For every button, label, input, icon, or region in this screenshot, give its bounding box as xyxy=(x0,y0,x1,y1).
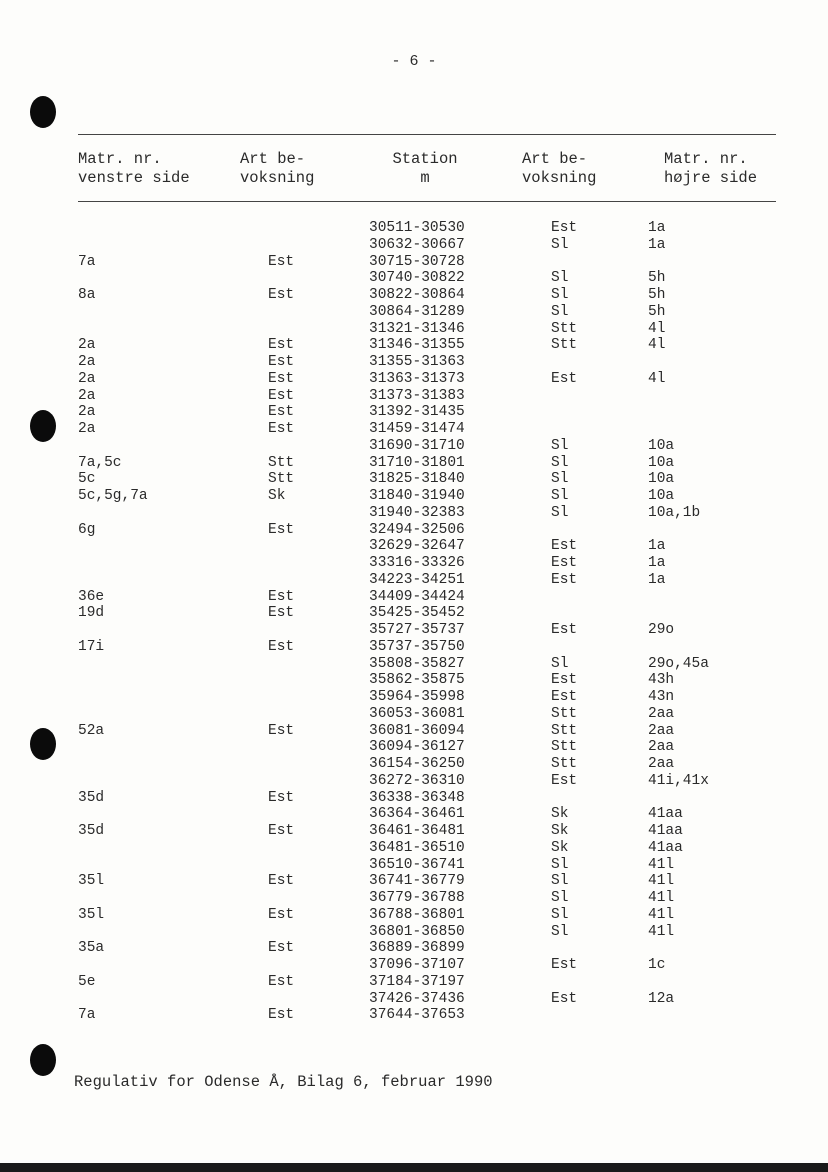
table-row xyxy=(0,1007,828,1024)
cell-matr-left: 35d xyxy=(78,789,105,806)
cell-art-right: Est xyxy=(551,220,578,236)
header-matr-right: Matr. nr. højre side xyxy=(664,150,758,187)
cell-art-right: Stt xyxy=(551,337,578,354)
cell-matr-right: 41l xyxy=(648,906,675,923)
cell-matr-right: 1a xyxy=(648,220,666,236)
cell-matr-right: 10a xyxy=(648,454,675,471)
table-row xyxy=(0,589,828,606)
cell-art-left: Est xyxy=(268,404,295,421)
cell-matr-left: 2a xyxy=(78,404,96,421)
cell-art-left: Est xyxy=(268,253,295,270)
table-row xyxy=(0,572,828,589)
cell-matr-right: 10a xyxy=(648,488,675,504)
cell-art-right: Est xyxy=(551,555,578,571)
cell-station: 31710-31801 xyxy=(369,454,465,471)
cell-matr-right: 41l xyxy=(648,923,675,940)
table-row xyxy=(0,857,828,874)
cell-matr-left: 35l xyxy=(78,906,105,923)
header-bottom-rule xyxy=(78,201,776,202)
cell-art-right: Est xyxy=(551,538,578,555)
cell-art-right: Stt xyxy=(551,722,578,739)
table-row xyxy=(0,455,828,472)
cell-art-left: Est xyxy=(268,638,295,655)
cell-matr-right: 4l xyxy=(648,370,666,387)
cell-matr-right: 41aa xyxy=(648,823,683,839)
cell-art-right: Est xyxy=(551,990,578,1007)
table-row xyxy=(0,639,828,656)
table-row xyxy=(0,739,828,756)
cell-art-right: Sk xyxy=(551,839,569,856)
cell-art-right: Sl xyxy=(551,287,569,303)
table-row xyxy=(0,706,828,723)
cell-matr-left: 35d xyxy=(78,823,105,839)
header-matr-left: Matr. nr. venstre side xyxy=(78,150,190,187)
table-row xyxy=(0,940,828,957)
cell-matr-left: 2a xyxy=(78,387,96,404)
cell-matr-right: 1c xyxy=(648,957,666,973)
cell-station: 36481-36510 xyxy=(369,839,465,856)
cell-station: 36788-36801 xyxy=(369,906,465,923)
table-row xyxy=(0,254,828,271)
cell-art-right: Est xyxy=(551,370,578,387)
cell-art-left: Est xyxy=(268,823,295,839)
cell-art-right: Sl xyxy=(551,504,569,521)
cell-station: 35808-35827 xyxy=(369,655,465,672)
table-row xyxy=(0,689,828,706)
cell-station: 31840-31940 xyxy=(369,488,465,504)
cell-matr-right: 1a xyxy=(648,538,666,555)
table-row xyxy=(0,421,828,438)
cell-matr-left: 7a xyxy=(78,253,96,270)
table-row xyxy=(0,907,828,924)
cell-matr-left: 6g xyxy=(78,521,96,538)
cell-station: 35737-35750 xyxy=(369,638,465,655)
cell-matr-right: 41i,41x xyxy=(648,772,709,789)
cell-art-right: Sl xyxy=(551,303,569,320)
cell-art-right: Sl xyxy=(551,437,569,454)
cell-art-left: Est xyxy=(268,370,295,387)
table-row xyxy=(0,555,828,572)
cell-art-right: Sl xyxy=(551,471,569,488)
scan-edge-bar xyxy=(0,1163,828,1172)
cell-matr-left: 35a xyxy=(78,940,105,957)
cell-art-left: Est xyxy=(268,337,295,354)
table-row xyxy=(0,723,828,740)
table-row xyxy=(0,321,828,338)
cell-art-left: Est xyxy=(268,1007,295,1024)
table-row xyxy=(0,672,828,689)
cell-station: 30632-30667 xyxy=(369,236,465,253)
cell-matr-left: 7a xyxy=(78,1007,96,1024)
cell-station: 31321-31346 xyxy=(369,320,465,337)
cell-matr-right: 1a xyxy=(648,555,666,571)
cell-station: 36154-36250 xyxy=(369,756,465,772)
cell-art-left: Est xyxy=(268,940,295,957)
cell-station: 35727-35737 xyxy=(369,622,465,638)
table-row xyxy=(0,505,828,522)
cell-station: 36461-36481 xyxy=(369,823,465,839)
table-row xyxy=(0,622,828,639)
cell-station: 31459-31474 xyxy=(369,421,465,437)
cell-matr-right: 2aa xyxy=(648,722,675,739)
cell-matr-right: 4l xyxy=(648,337,666,354)
cell-station: 36338-36348 xyxy=(369,789,465,806)
cell-matr-right: 2aa xyxy=(648,756,675,772)
cell-matr-right: 43n xyxy=(648,689,675,705)
cell-station: 36272-36310 xyxy=(369,772,465,789)
cell-matr-left: 2a xyxy=(78,421,96,437)
table-row xyxy=(0,823,828,840)
cell-art-left: Stt xyxy=(268,471,295,488)
cell-station: 30715-30728 xyxy=(369,253,465,270)
cell-matr-right: 41l xyxy=(648,856,675,873)
cell-matr-right: 41aa xyxy=(648,806,683,823)
cell-art-right: Sk xyxy=(551,823,569,839)
cell-matr-left: 2a xyxy=(78,354,96,370)
cell-art-left: Est xyxy=(268,873,295,890)
cell-art-right: Sl xyxy=(551,890,569,906)
table-row xyxy=(0,538,828,555)
table-row xyxy=(0,974,828,991)
cell-matr-left: 19d xyxy=(78,605,105,622)
table-row xyxy=(0,605,828,622)
cell-matr-left: 17i xyxy=(78,638,105,655)
cell-station: 36801-36850 xyxy=(369,923,465,940)
table-row xyxy=(0,873,828,890)
table-row xyxy=(0,371,828,388)
cell-art-right: Sl xyxy=(551,488,569,504)
cell-art-left: Est xyxy=(268,387,295,404)
footer-text: Regulativ for Odense Å, Bilag 6, februar 1990 xyxy=(74,1073,493,1091)
table-row xyxy=(0,756,828,773)
cell-station: 36094-36127 xyxy=(369,739,465,756)
cell-matr-right: 10a xyxy=(648,437,675,454)
cell-matr-right: 41l xyxy=(648,873,675,890)
cell-art-right: Sl xyxy=(551,856,569,873)
table-row xyxy=(0,522,828,539)
table-row xyxy=(0,790,828,807)
cell-station: 36081-36094 xyxy=(369,722,465,739)
cell-station: 37426-37436 xyxy=(369,990,465,1007)
table-row xyxy=(0,488,828,505)
table-row xyxy=(0,354,828,371)
cell-art-right: Est xyxy=(551,689,578,705)
cell-matr-right: 5h xyxy=(648,303,666,320)
table-row xyxy=(0,270,828,287)
cell-matr-right: 1a xyxy=(648,571,666,588)
cell-art-left: Est xyxy=(268,906,295,923)
cell-station: 36779-36788 xyxy=(369,890,465,906)
table-top-rule xyxy=(78,134,776,135)
cell-matr-right: 4l xyxy=(648,320,666,337)
cell-matr-left: 2a xyxy=(78,370,96,387)
cell-art-right: Sk xyxy=(551,806,569,823)
cell-station: 31373-31383 xyxy=(369,387,465,404)
cell-matr-left: 36e xyxy=(78,588,105,605)
cell-art-right: Sl xyxy=(551,923,569,940)
table-row xyxy=(0,471,828,488)
table-row xyxy=(0,337,828,354)
cell-matr-right: 10a xyxy=(648,471,675,488)
cell-art-left: Est xyxy=(268,973,295,990)
cell-station: 32629-32647 xyxy=(369,538,465,555)
table-row xyxy=(0,991,828,1008)
cell-art-right: Est xyxy=(551,957,578,973)
cell-station: 31940-32383 xyxy=(369,504,465,521)
table-row xyxy=(0,388,828,405)
cell-matr-left: 2a xyxy=(78,337,96,354)
cell-matr-right: 5h xyxy=(648,270,666,287)
cell-matr-left: 8a xyxy=(78,287,96,303)
cell-art-right: Stt xyxy=(551,756,578,772)
cell-station: 31392-31435 xyxy=(369,404,465,421)
table-row xyxy=(0,287,828,304)
cell-station: 30740-30822 xyxy=(369,270,465,287)
cell-matr-right: 41l xyxy=(648,890,675,906)
header-station: Station m xyxy=(392,150,458,187)
cell-matr-right: 43h xyxy=(648,672,675,689)
cell-station: 30511-30530 xyxy=(369,220,465,236)
cell-station: 35964-35998 xyxy=(369,689,465,705)
cell-art-right: Est xyxy=(551,571,578,588)
cell-art-left: Est xyxy=(268,421,295,437)
cell-matr-right: 2aa xyxy=(648,705,675,722)
cell-matr-right: 29o xyxy=(648,622,675,638)
table-row xyxy=(0,438,828,455)
cell-matr-right: 1a xyxy=(648,236,666,253)
cell-art-right: Est xyxy=(551,622,578,638)
cell-art-right: Stt xyxy=(551,705,578,722)
cell-matr-left: 7a,5c xyxy=(78,454,122,471)
cell-art-right: Sl xyxy=(551,655,569,672)
table-row xyxy=(0,890,828,907)
cell-art-left: Est xyxy=(268,287,295,303)
cell-station: 34409-34424 xyxy=(369,588,465,605)
punch-hole-1 xyxy=(30,96,56,128)
cell-station: 31825-31840 xyxy=(369,471,465,488)
cell-art-right: Sl xyxy=(551,906,569,923)
cell-station: 35425-35452 xyxy=(369,605,465,622)
cell-art-left: Sk xyxy=(268,488,286,504)
cell-matr-right: 29o,45a xyxy=(648,655,709,672)
cell-station: 30864-31289 xyxy=(369,303,465,320)
cell-station: 31363-31373 xyxy=(369,370,465,387)
cell-station: 37184-37197 xyxy=(369,973,465,990)
cell-station: 36889-36899 xyxy=(369,940,465,957)
cell-station: 35862-35875 xyxy=(369,672,465,689)
cell-station: 31355-31363 xyxy=(369,354,465,370)
header-art-left: Art be- voksning xyxy=(240,150,315,187)
table-row xyxy=(0,840,828,857)
cell-station: 37096-37107 xyxy=(369,957,465,973)
cell-matr-right: 2aa xyxy=(648,739,675,756)
cell-station: 34223-34251 xyxy=(369,571,465,588)
cell-station: 36741-36779 xyxy=(369,873,465,890)
cell-art-left: Stt xyxy=(268,454,295,471)
page-number: - 6 - xyxy=(391,53,437,70)
cell-matr-left: 5e xyxy=(78,973,96,990)
cell-station: 36364-36461 xyxy=(369,806,465,823)
cell-art-right: Stt xyxy=(551,739,578,756)
cell-station: 36053-36081 xyxy=(369,705,465,722)
cell-matr-right: 41aa xyxy=(648,839,683,856)
cell-matr-left: 35l xyxy=(78,873,105,890)
cell-art-left: Est xyxy=(268,722,295,739)
cell-art-right: Stt xyxy=(551,320,578,337)
cell-art-left: Est xyxy=(268,354,295,370)
cell-art-right: Est xyxy=(551,772,578,789)
cell-station: 31690-31710 xyxy=(369,437,465,454)
table-row xyxy=(0,806,828,823)
table-row xyxy=(0,656,828,673)
cell-matr-right: 12a xyxy=(648,990,675,1007)
cell-station: 36510-36741 xyxy=(369,856,465,873)
table-row xyxy=(0,237,828,254)
cell-station: 32494-32506 xyxy=(369,521,465,538)
cell-art-right: Sl xyxy=(551,873,569,890)
cell-art-right: Sl xyxy=(551,236,569,253)
cell-matr-right: 10a,1b xyxy=(648,504,701,521)
cell-art-right: Est xyxy=(551,672,578,689)
header-art-right: Art be- voksning xyxy=(522,150,597,187)
cell-art-left: Est xyxy=(268,605,295,622)
table-row xyxy=(0,304,828,321)
table-row xyxy=(0,773,828,790)
cell-art-right: Sl xyxy=(551,454,569,471)
cell-station: 31346-31355 xyxy=(369,337,465,354)
cell-matr-left: 52a xyxy=(78,722,105,739)
cell-station: 33316-33326 xyxy=(369,555,465,571)
cell-matr-right: 5h xyxy=(648,287,666,303)
table-row xyxy=(0,924,828,941)
cell-matr-left: 5c,5g,7a xyxy=(78,488,148,504)
cell-station: 30822-30864 xyxy=(369,287,465,303)
punch-hole-4 xyxy=(30,1044,56,1076)
table-row xyxy=(0,957,828,974)
cell-art-left: Est xyxy=(268,789,295,806)
cell-art-left: Est xyxy=(268,521,295,538)
cell-station: 37644-37653 xyxy=(369,1007,465,1024)
table-row xyxy=(0,220,828,237)
cell-art-right: Sl xyxy=(551,270,569,287)
cell-art-left: Est xyxy=(268,588,295,605)
cell-matr-left: 5c xyxy=(78,471,96,488)
table-row xyxy=(0,404,828,421)
